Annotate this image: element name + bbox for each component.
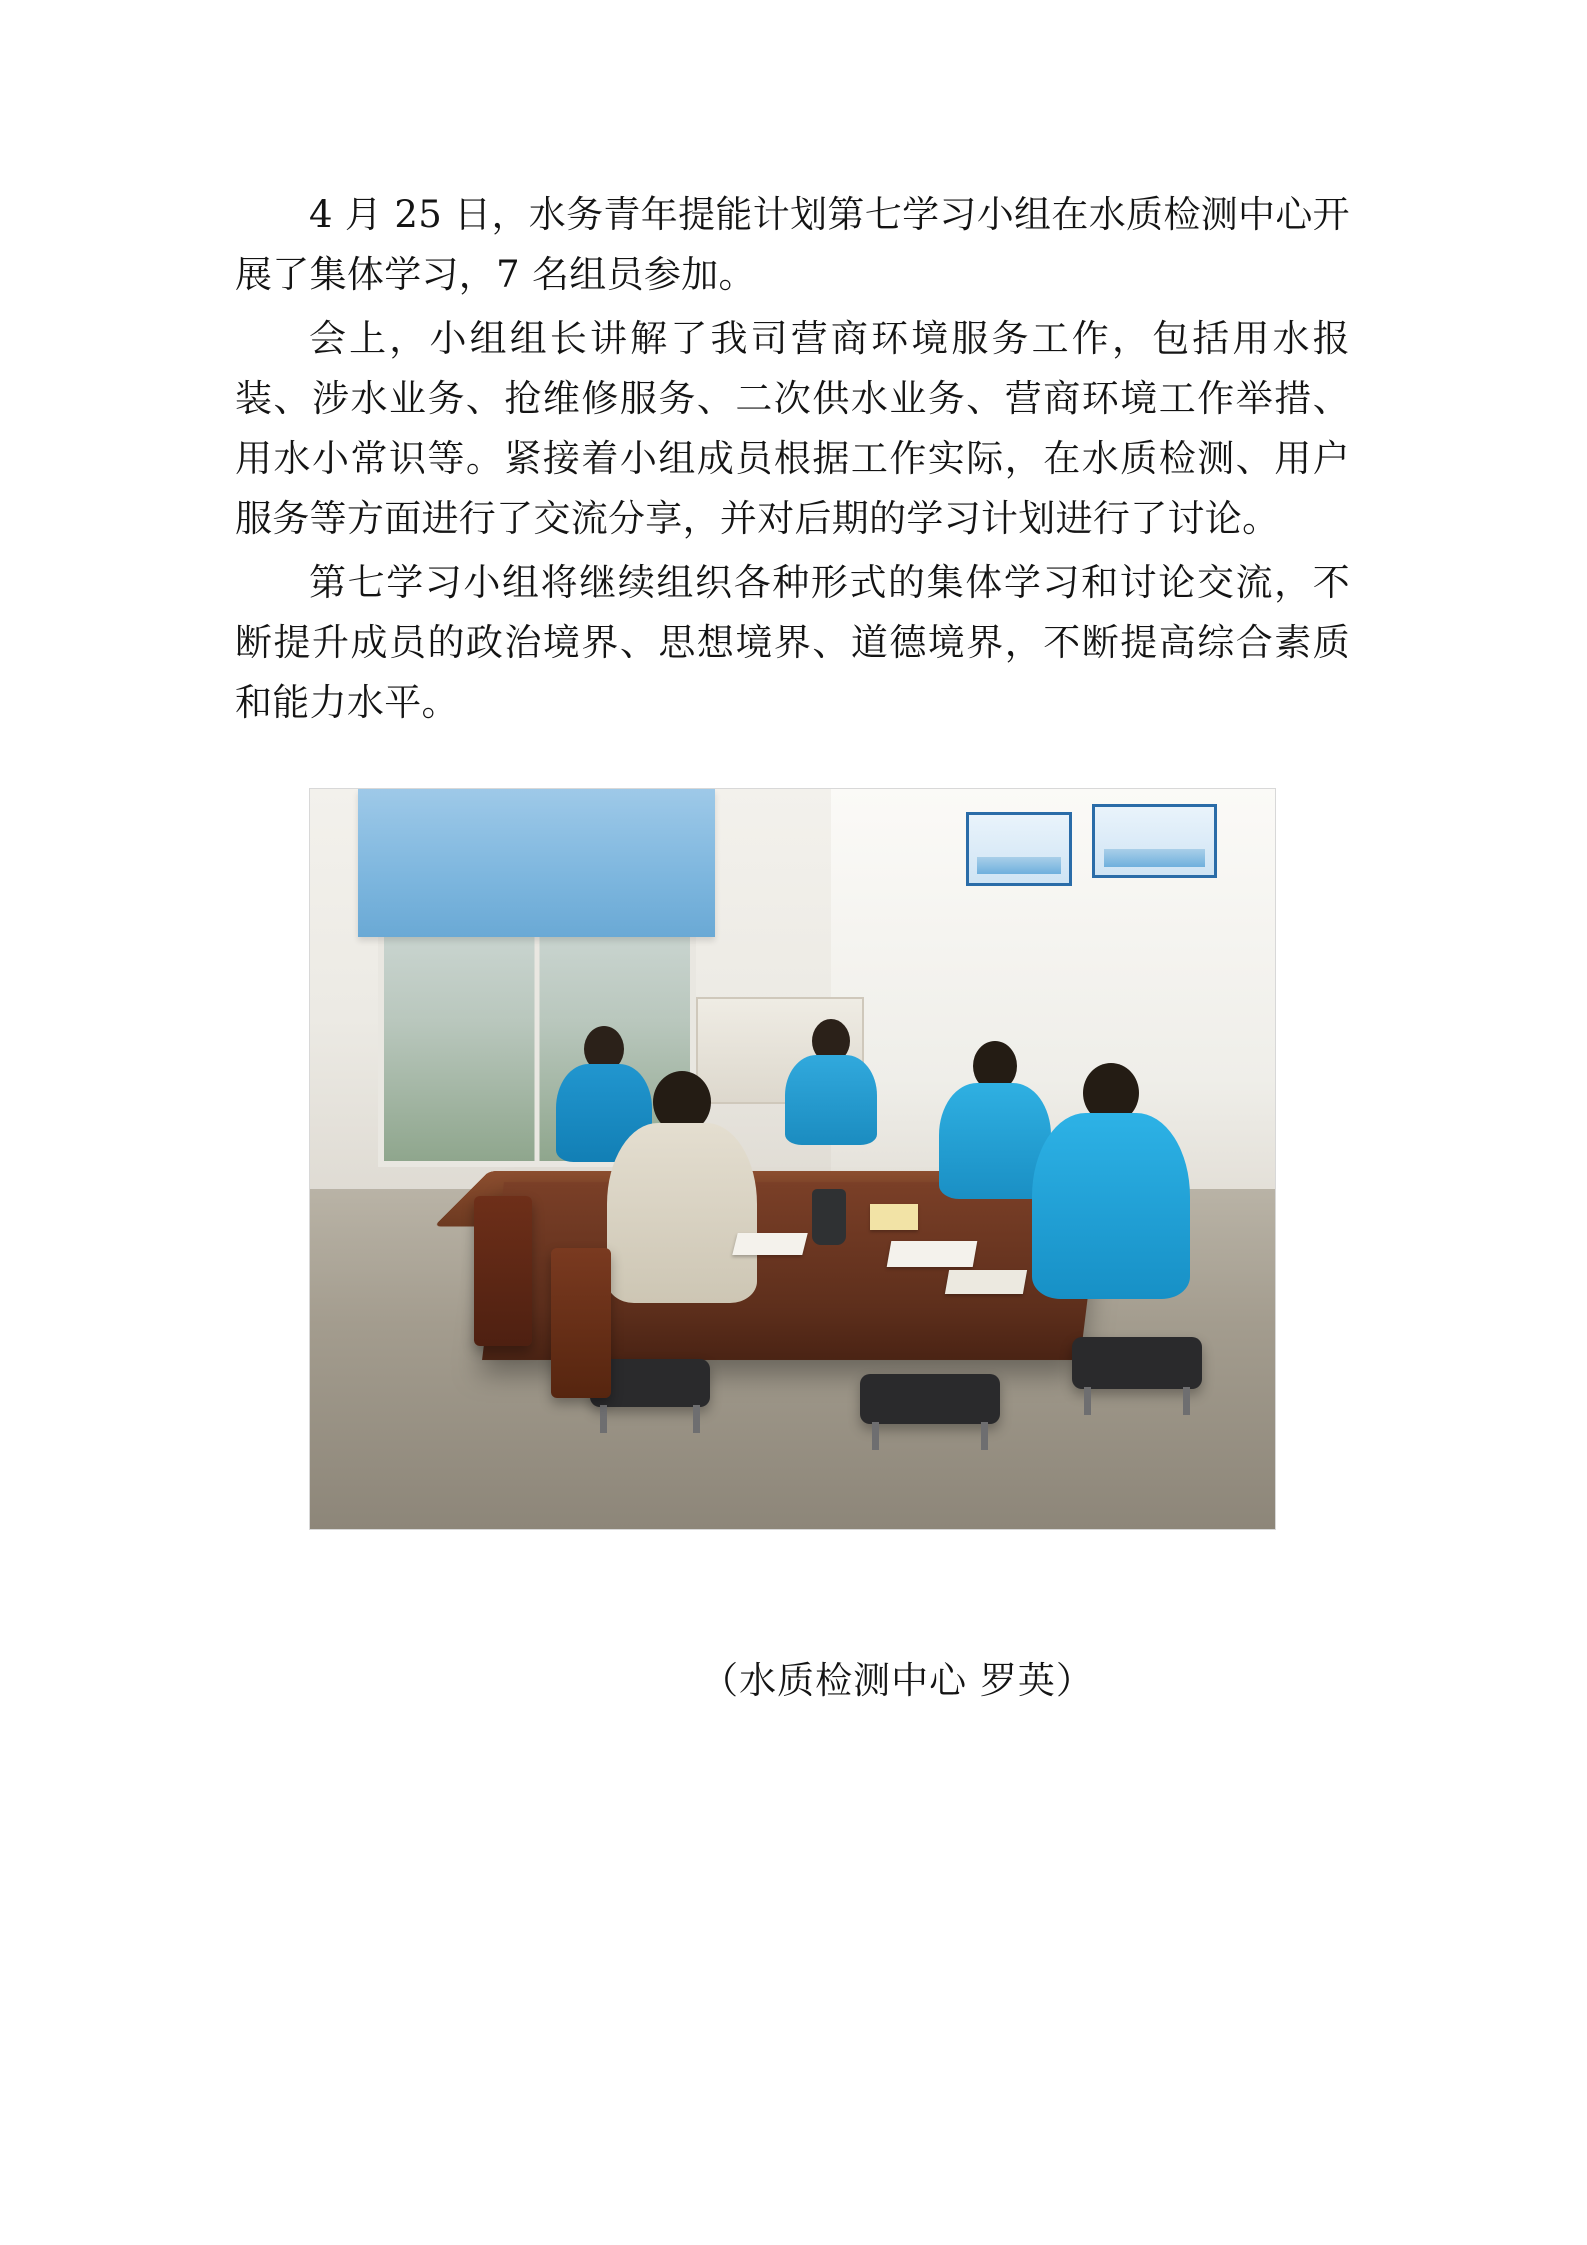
photo-sticky-notes bbox=[870, 1204, 918, 1230]
photo-person-back-center bbox=[773, 1019, 889, 1174]
paragraph-2: 会上，小组组长讲解了我司营商环境服务工作，包括用水报装、涉水业务、抢维修服务、二次供水业务、营商环境工作举措、用水小常识等。紧接着小组成员根据工作实际，在水质检测、用户服务等方面进行了交流分享，并对后期的学习计划进行了讨论。 bbox=[235, 316, 1350, 540]
wall-poster-right bbox=[1092, 804, 1217, 878]
photo-person-front-left bbox=[600, 1071, 764, 1352]
photo-notepad bbox=[945, 1270, 1027, 1294]
wall-poster-left bbox=[966, 812, 1072, 886]
document-body bbox=[235, 185, 1350, 1704]
photo-container bbox=[235, 788, 1350, 1530]
paragraph-1: 4 月 25 日，水务青年提能计划第七学习小组在水质检测中心开展了集体学习，7 名组员参加。 bbox=[235, 193, 1350, 296]
photo-papers-right bbox=[887, 1241, 978, 1267]
photo-person-right-front bbox=[1024, 1063, 1198, 1344]
photo-window-blind bbox=[358, 789, 715, 937]
meeting-photo bbox=[309, 788, 1276, 1530]
photo-thermos bbox=[812, 1189, 846, 1245]
signature-line: （水质检测中心 罗英） bbox=[701, 1659, 1094, 1703]
photo-chair-front-center bbox=[860, 1374, 1000, 1424]
photo-chair-wood-left bbox=[474, 1196, 532, 1346]
photo-chair-front-right bbox=[1072, 1337, 1202, 1389]
photo-chair-wood-mid bbox=[551, 1248, 611, 1398]
paragraph-3: 第七学习小组将继续组织各种形式的集体学习和讨论交流，不断提升成员的政治境界、思想境界、道德境界，不断提高综合素质和能力水平。 bbox=[235, 560, 1350, 724]
photo-papers-left bbox=[732, 1233, 807, 1255]
